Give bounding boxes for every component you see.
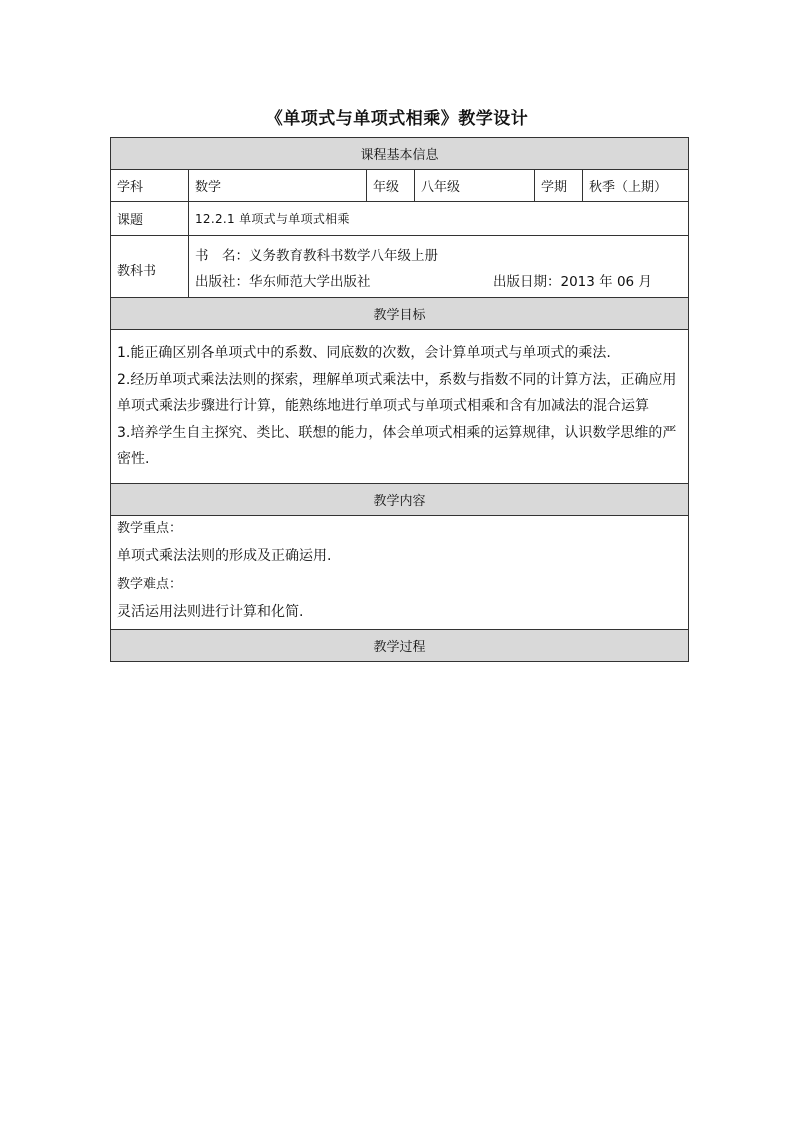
- objective-item: 1.能正确区别各单项式中的系数、同底数的次数，会计算单项式与单项式的乘法.: [117, 345, 611, 362]
- term-label: 学期: [535, 170, 583, 202]
- info-row: [111, 170, 689, 202]
- objective-item: 2.经历单项式乘法法则的探索，理解单项式乘法中，系数与指数不同的计算方法，正确应用单项式乘法步骤进行计算，能熟练地进行单项式与单项式相乘和含有加减法的混合运算: [117, 371, 677, 415]
- section-title-process: 教学过程: [111, 630, 689, 662]
- objectives-row: [111, 330, 689, 484]
- grade-value: 八年级: [415, 170, 535, 202]
- section-title-basic-info: 课程基本信息: [111, 138, 689, 170]
- key-point-text: 单项式乘法法则的形成及正确运用.: [117, 547, 332, 564]
- section-header-process: [111, 630, 689, 662]
- section-header-basic-info: [111, 138, 689, 170]
- section-header-content: [111, 484, 689, 516]
- grade-label: 年级: [367, 170, 415, 202]
- textbook-details: [189, 236, 689, 298]
- section-title-content: 教学内容: [111, 484, 689, 516]
- objectives-list: [111, 330, 689, 484]
- topic-value: 12.2.1 单项式与单项式相乘: [189, 202, 689, 236]
- book-name: 书 名：义务教育教科书数学八年级上册: [195, 247, 438, 264]
- book-publish-line: [195, 270, 682, 294]
- book-publish-date: 出版日期：2013 年 06 月: [493, 273, 652, 290]
- subject-label: 学科: [111, 170, 189, 202]
- textbook-label: 教科书: [117, 264, 157, 279]
- document-title: 《单项式与单项式相乘》教学设计: [265, 109, 529, 129]
- book-publisher: 出版社：华东师范大学出版社: [195, 273, 371, 290]
- section-header-objectives: [111, 298, 689, 330]
- section-title-objectives: 教学目标: [111, 298, 689, 330]
- difficulty-label: 教学难点：: [117, 576, 183, 592]
- term-value: 秋季（上期）: [583, 170, 689, 202]
- textbook-label-cell: [111, 236, 189, 298]
- content-row: [111, 516, 689, 630]
- textbook-row: [111, 236, 689, 298]
- topic-row: [111, 202, 689, 236]
- objective-item: 3.培养学生自主探究、类比、联想的能力，体会单项式相乘的运算规律，认识数学思维的严密性.: [117, 424, 677, 468]
- lesson-plan-table: [110, 137, 689, 662]
- content-body: [111, 516, 689, 630]
- topic-label: 课题: [111, 202, 189, 236]
- subject-value: 数学: [189, 170, 367, 202]
- difficulty-text: 灵活运用法则进行计算和化简.: [117, 603, 304, 620]
- key-point-label: 教学重点：: [117, 520, 183, 536]
